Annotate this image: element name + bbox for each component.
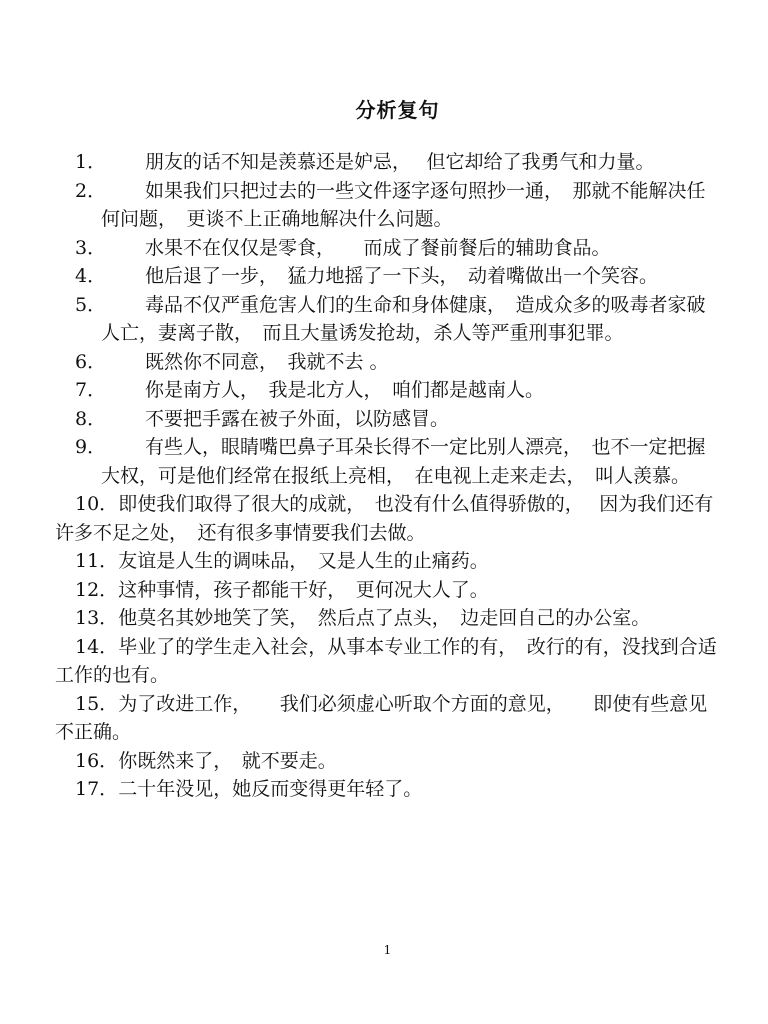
item-text: 有些人，眼睛嘴巴鼻子耳朵长得不一定比别人漂亮， 也不一定把握大权，可是他们经常在报纸上亮相， 在电视上走来走去， 叫人羡慕。 bbox=[101, 436, 706, 487]
page-title: 分析复句 bbox=[355, 98, 440, 122]
item-text: 不要把手露在被子外面，以防感冒。 bbox=[145, 407, 450, 430]
item-text: 为了改进工作， 我们必须虚心听取个方面的意见， 即使有些意见不正确。 bbox=[55, 692, 708, 743]
list-item bbox=[55, 490, 720, 547]
item-text: 你是南方人， 我是北方人， 咱们都是越南人。 bbox=[145, 379, 545, 401]
list-item bbox=[55, 376, 720, 405]
list-item bbox=[55, 234, 720, 263]
item-text: 毒品不仅严重危害人们的生命和身体健康， 造成众多的吸毒者家破人亡，妻离子散， 而且大量诱发抢劫，杀人等严重刑事犯罪。 bbox=[101, 293, 706, 344]
item-number: 2． bbox=[75, 179, 107, 202]
list-item bbox=[55, 405, 720, 434]
item-text: 即使我们取得了很大的成就， 也没有什么值得骄傲的， 因为我们还有许多不足之处， 还有很多事情要我们去做。 bbox=[55, 493, 714, 544]
list-item bbox=[55, 690, 720, 747]
list-item bbox=[55, 177, 720, 234]
item-text: 毕业了的学生走入社会，从事本专业工作的有， 改行的有，没找到合适工作的也有。 bbox=[55, 635, 717, 686]
item-text: 他后退了一步， 猛力地摇了一下头， 动着嘴做出一个笑容。 bbox=[145, 265, 659, 287]
list-item bbox=[55, 547, 720, 576]
list-item bbox=[55, 747, 720, 776]
item-text: 你既然来了， 就不要走。 bbox=[118, 749, 337, 772]
item-number: 15． bbox=[75, 692, 119, 715]
item-number: 13． bbox=[75, 607, 119, 629]
item-number: 4． bbox=[75, 265, 107, 287]
list-item bbox=[55, 775, 720, 804]
list-item bbox=[55, 348, 720, 377]
item-text: 水果不在仅仅是零食， 而成了餐前餐后的辅助食品。 bbox=[145, 236, 611, 259]
item-number: 9． bbox=[75, 436, 107, 458]
item-number: 1． bbox=[75, 151, 107, 173]
list-item bbox=[55, 262, 720, 291]
item-number: 12． bbox=[75, 578, 119, 601]
item-number: 14． bbox=[75, 635, 119, 658]
item-text: 这种事情，孩子都能干好， 更何况大人了。 bbox=[118, 578, 489, 601]
item-number: 11． bbox=[75, 550, 119, 572]
item-number: 3． bbox=[75, 236, 107, 259]
item-text: 友谊是人生的调味品， 又是人生的止痛药。 bbox=[118, 550, 489, 572]
item-text: 二十年没见，她反而变得更年轻了。 bbox=[118, 778, 423, 800]
item-number: 7． bbox=[75, 379, 107, 401]
item-number: 5． bbox=[75, 293, 107, 316]
item-text: 朋友的话不知是羡慕还是妒忌， 但它却给了我勇气和力量。 bbox=[145, 151, 655, 173]
list-item bbox=[55, 576, 720, 605]
list-item bbox=[55, 148, 720, 177]
sentence-list bbox=[55, 148, 720, 804]
item-text: 他莫名其妙地笑了笑， 然后点了点头， 边走回自己的办公室。 bbox=[118, 607, 651, 629]
list-item bbox=[55, 433, 720, 490]
item-number: 8． bbox=[75, 407, 107, 430]
page-number: 1 bbox=[383, 943, 392, 957]
item-number: 6． bbox=[75, 350, 107, 373]
item-number: 17． bbox=[75, 778, 119, 800]
item-number: 16． bbox=[75, 749, 119, 772]
list-item bbox=[55, 604, 720, 633]
item-text: 既然你不同意， 我就不去 。 bbox=[145, 350, 389, 373]
list-item bbox=[55, 633, 720, 690]
item-number: 10． bbox=[75, 493, 119, 515]
list-item bbox=[55, 291, 720, 348]
item-text: 如果我们只把过去的一些文件逐字逐句照抄一通， 那就不能解决任何问题， 更谈不上正确地解决什么问题。 bbox=[101, 179, 706, 230]
